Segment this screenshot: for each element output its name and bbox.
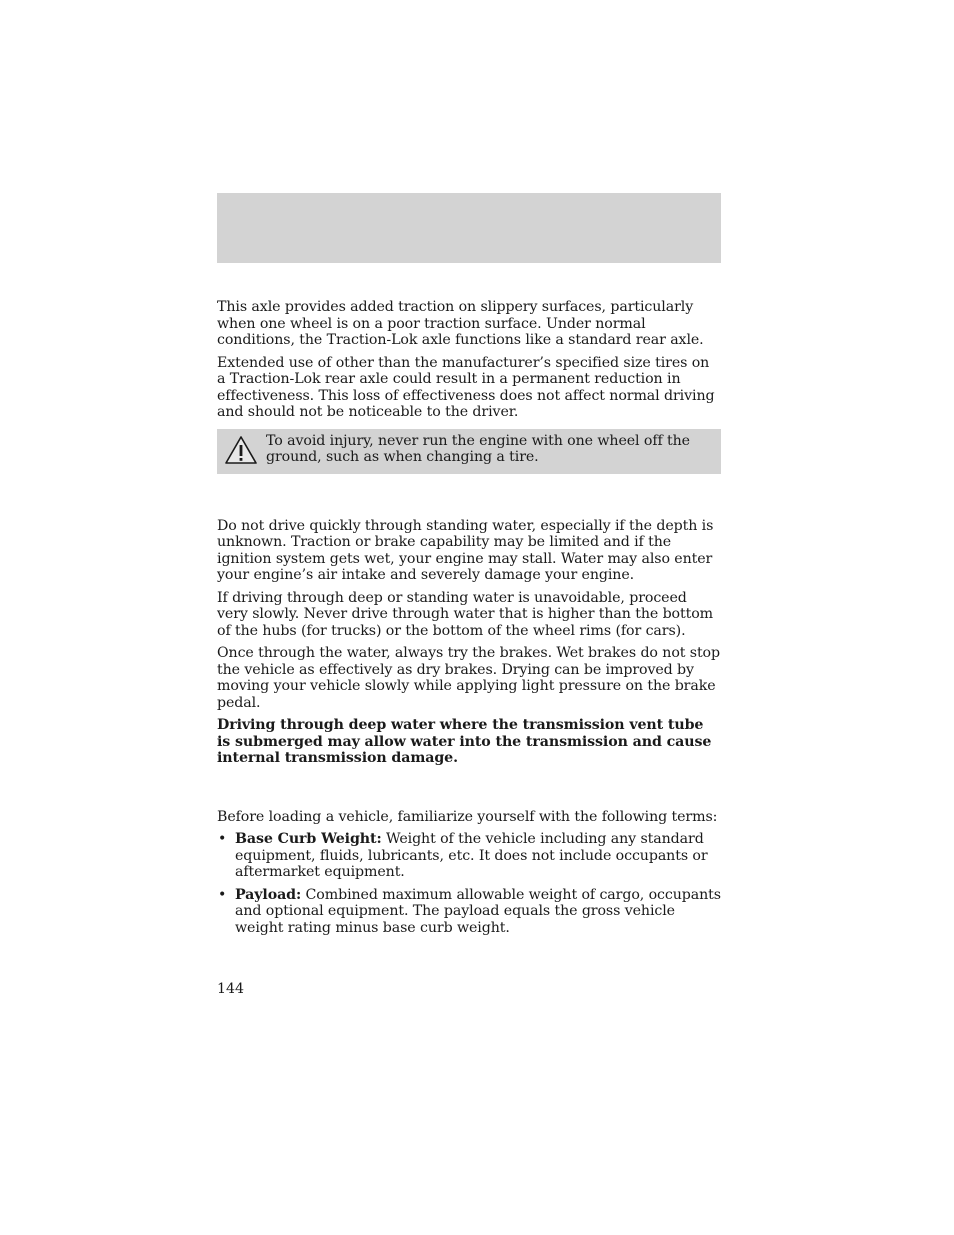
traction-paragraph-2: Extended use of other than the manufacturer’s specified size tires on a Traction-Lok rear axle could result in a permanent reduction in effectiveness. This loss of effectiveness does not affect normal driving and should not be noticeable to the driver. [217,354,715,420]
traction-paragraph-1: This axle provides added traction on slippery surfaces, particularly when one wheel is on a poor traction surface. Under normal conditions, the Traction-Lok axle functions like a standard rear axle. [217,299,704,348]
term-definition: Combined maximum allowable weight of cargo, occupants and optional equipment. The payload equals the gross vehicle weight rating minus base curb weight. [235,886,721,936]
bullet-icon: • [218,886,227,903]
list-item [217,887,721,937]
term-definition: Weight of the vehicle including any standard equipment, fluids, lubricants, etc. It does not include occupants or aftermarket equipment. [235,831,708,880]
water-paragraph-2: If driving through deep or standing water is unavoidable, proceed very slowly. Never drive through water that is higher than the bottom of the hubs (for trucks) or the bottom of the wheel rims (for cars). [217,589,713,639]
terms-list [217,831,721,936]
warning-text: To avoid injury, never run the engine with one wheel off the ground, such as when changing a tire. [266,432,690,465]
list-item [217,831,721,881]
bullet-icon: • [218,831,227,847]
warning-triangle-icon [224,435,258,465]
warning-box [217,429,721,474]
section-header-band [217,193,721,263]
term-label: Base Curb Weight: [235,831,382,847]
water-paragraph-3: Once through the water, always try the brakes. Wet brakes do not stop the vehicle as effectively as dry brakes. Drying can be improved by moving your vehicle slowly while applying light pressure on the brake pedal. [217,645,720,711]
section-gap [217,773,721,809]
page-number: 144 [217,981,245,997]
term-label: Payload: [235,886,302,903]
transmission-damage-note: Driving through deep water where the transmission vent tube is submerged may allow water into the transmission and cause internal transmission damage. [217,717,712,766]
loading-intro: Before loading a vehicle, familiarize yourself with the following terms: [217,808,718,825]
page-content [217,299,721,942]
section-gap [217,474,721,518]
water-paragraph-1: Do not drive quickly through standing water, especially if the depth is unknown. Traction or brake capability may be limited and if the ignition system gets wet, your engine may stall. Water may also enter your engine’s air intake and severely damage your engine. [217,517,714,583]
